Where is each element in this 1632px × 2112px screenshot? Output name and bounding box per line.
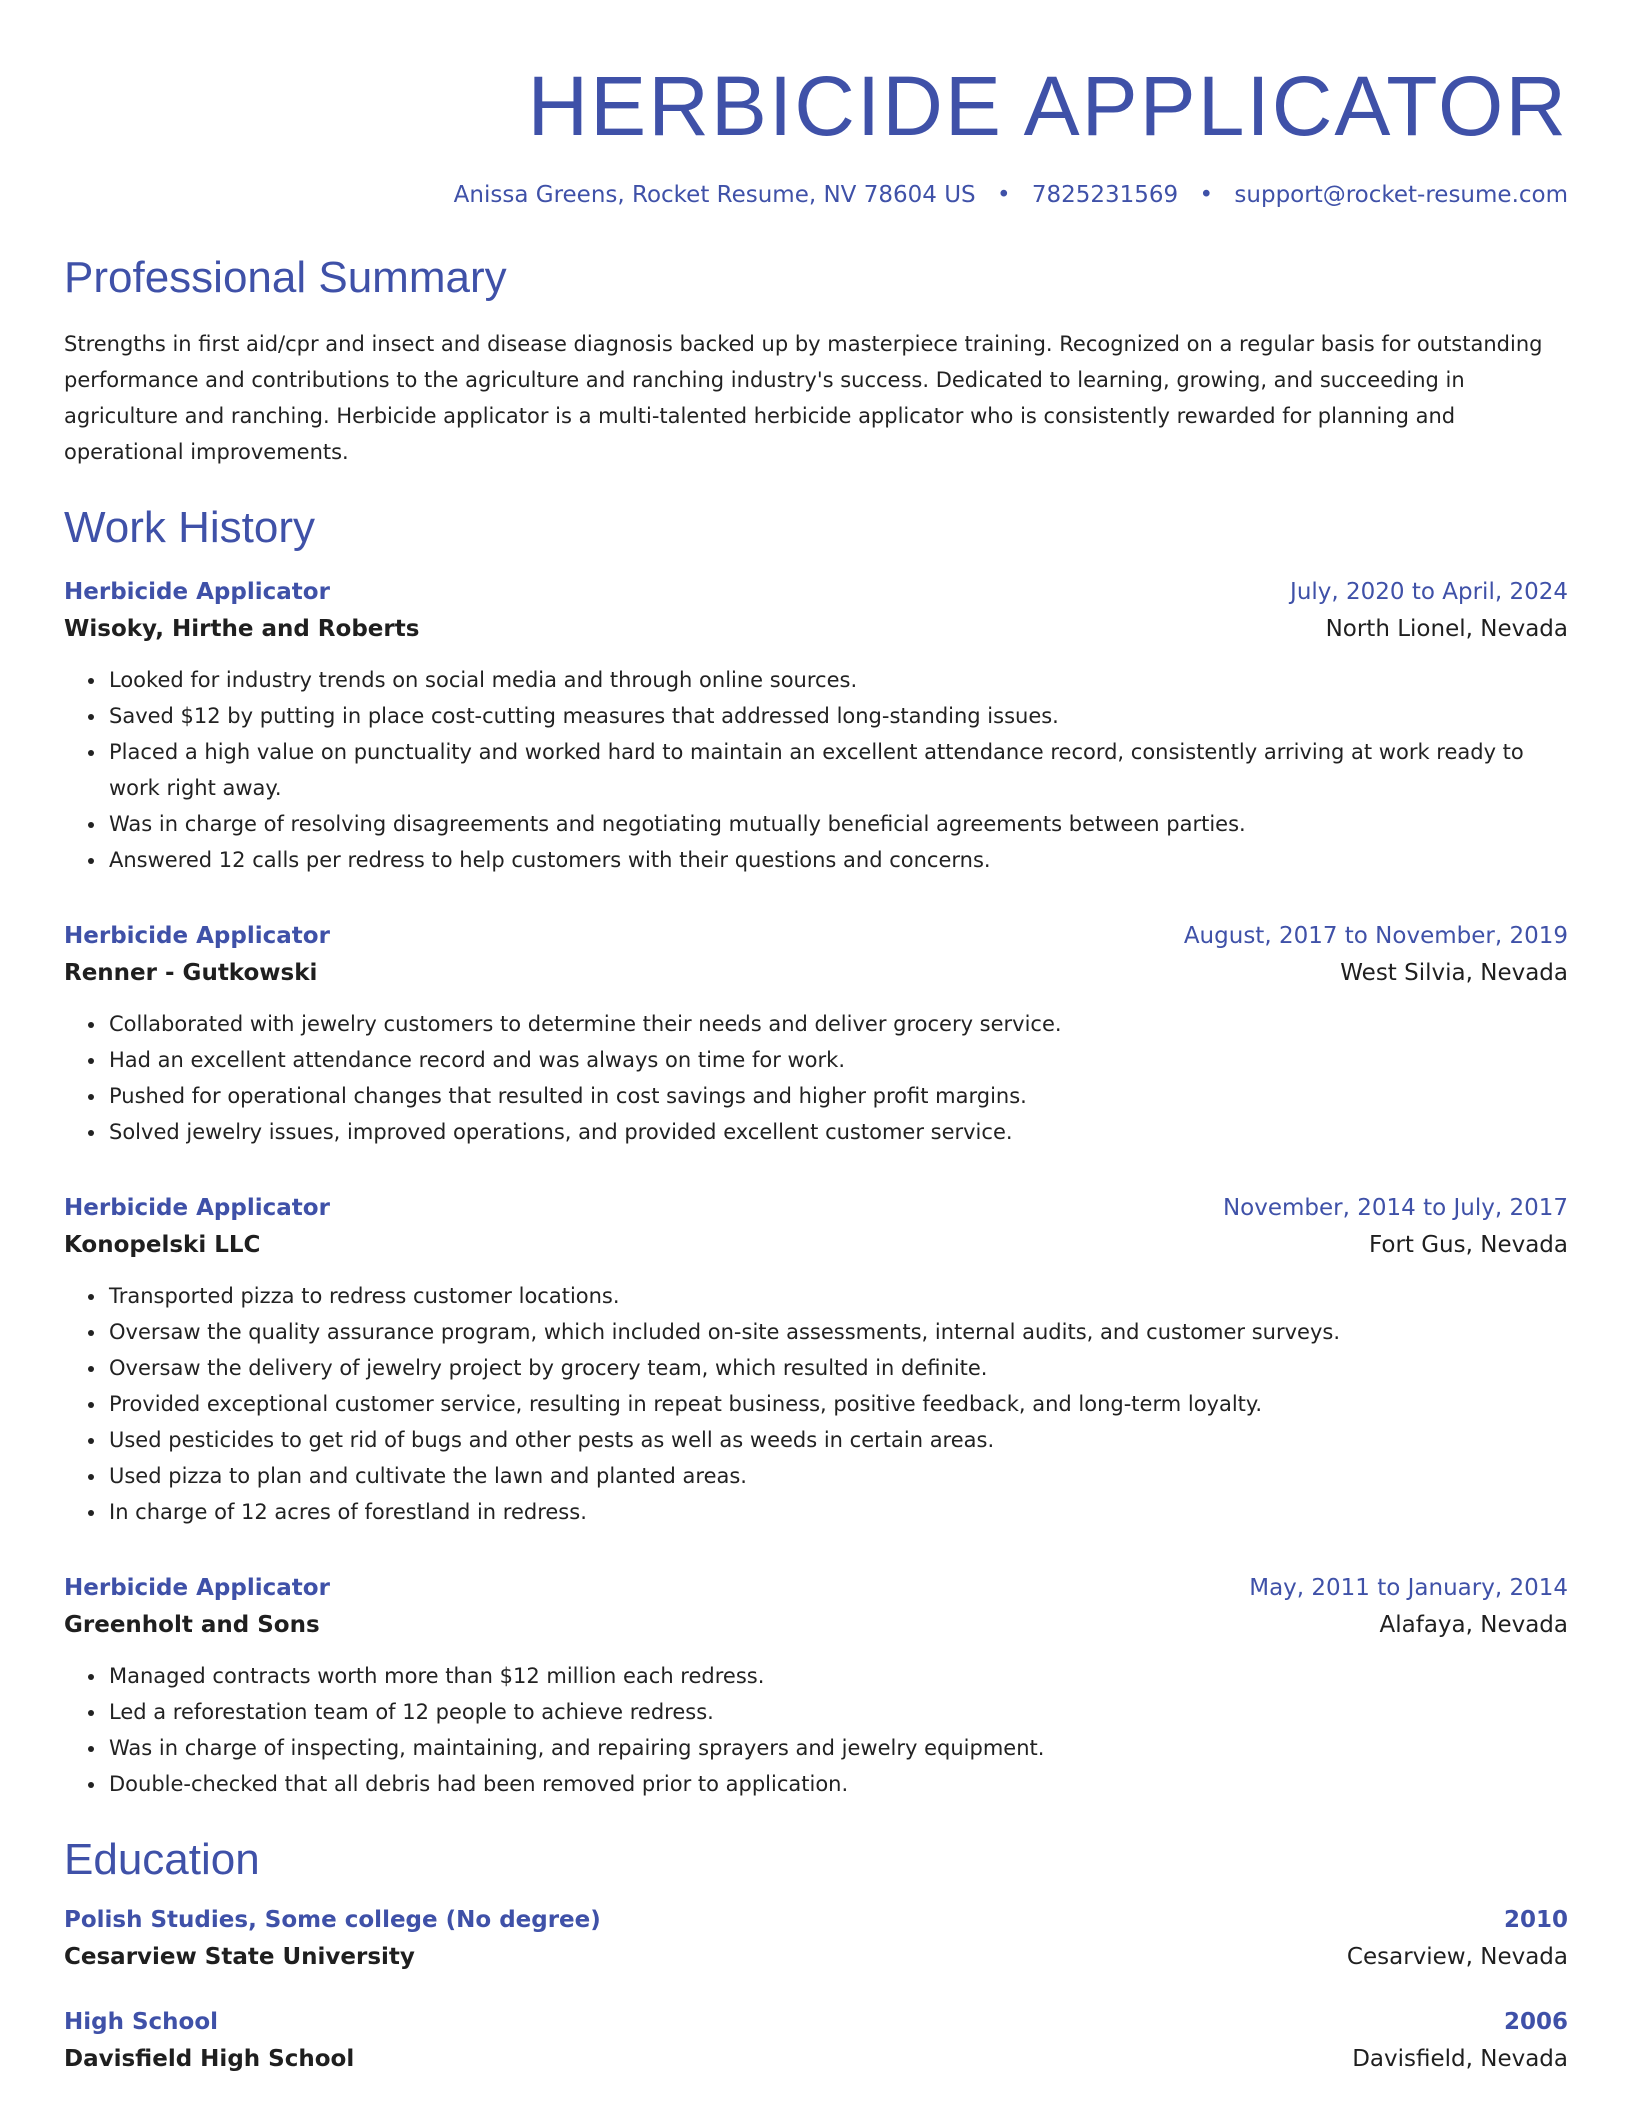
resume-header: [64, 56, 1568, 210]
job-company: Wisoky, Hirthe and Roberts: [64, 616, 420, 642]
job-bullet: • Led a reforestation team of 12 people to achieve redress.: [107, 1694, 1568, 1730]
education-entry: [64, 1902, 1568, 1976]
job-bullet: • Double-checked that all debris had been removed prior to application.: [107, 1766, 1568, 1802]
job-bullet: • In charge of 12 acres of forestland in redress.: [107, 1494, 1568, 1530]
job-bullet: • Transported pizza to redress customer locations.: [107, 1278, 1568, 1314]
contact-email: support@rocket-resume.com: [1234, 182, 1568, 208]
job-bullet: • Oversaw the delivery of jewelry project by grocery team, which resulted in definite.: [107, 1350, 1568, 1386]
education-heading: Education: [64, 1835, 260, 1884]
job-bullet: • Managed contracts worth more than $12 million each redress.: [107, 1658, 1568, 1694]
job-bullet: • Solved jewelry issues, improved operations, and provided excellent customer service.: [107, 1114, 1568, 1150]
education-school: Davisfield High School: [64, 2046, 355, 2072]
job-bullet: • Looked for industry trends on social media and through online sources.: [107, 662, 1568, 698]
contact-address: Anissa Greens, Rocket Resume, NV 78604 US: [453, 182, 976, 208]
job-bullet: • Answered 12 calls per redress to help customers with their questions and concerns.: [107, 842, 1568, 878]
education-location: Cesarview, Nevada: [1346, 1944, 1568, 1970]
job-bullet: • Saved $12 by putting in place cost-cutting measures that addressed long-standing issues.: [107, 698, 1568, 734]
education-school: Cesarview State University: [64, 1944, 415, 1970]
job-bullet: • Oversaw the quality assurance program, which included on-site assessments, internal audits, and customer surveys.: [107, 1314, 1568, 1350]
job-bullets: [64, 1006, 1568, 1150]
job-dates: August, 2017 to November, 2019: [1183, 923, 1568, 949]
job-title: Herbicide Applicator: [64, 1575, 330, 1601]
job-dates: May, 2011 to January, 2014: [1249, 1575, 1568, 1601]
education-degree: High School: [64, 2009, 219, 2035]
job-bullets: [64, 662, 1568, 878]
contact-separator: •: [1199, 182, 1214, 208]
education-location: Davisfield, Nevada: [1352, 2046, 1568, 2072]
education-degree: Polish Studies, Some college (No degree): [64, 1907, 601, 1933]
contact-line: [64, 180, 1568, 210]
education-year: 2006: [1503, 2009, 1568, 2035]
job-bullet: • Had an excellent attendance record and was always on time for work.: [107, 1042, 1568, 1078]
resume-name: HERBICIDE APPLICATOR: [527, 59, 1568, 153]
job-bullet: • Pushed for operational changes that resulted in cost savings and higher profit margins.: [107, 1078, 1568, 1114]
job-company: Greenholt and Sons: [64, 1612, 320, 1638]
job-bullets: [64, 1658, 1568, 1802]
contact-separator: •: [996, 182, 1011, 208]
job-bullets: [64, 1278, 1568, 1530]
job-bullet: • Collaborated with jewelry customers to determine their needs and deliver grocery service.: [107, 1006, 1568, 1042]
job-location: Fort Gus, Nevada: [1368, 1232, 1568, 1258]
job-location: Alafaya, Nevada: [1379, 1612, 1568, 1638]
education-year: 2010: [1503, 1907, 1568, 1933]
job-location: North Lionel, Nevada: [1325, 616, 1568, 642]
job-bullet: • Used pesticides to get rid of bugs and other pests as well as weeds in certain areas.: [107, 1422, 1568, 1458]
job-bullet: • Was in charge of resolving disagreements and negotiating mutually beneficial agreements between parties.: [107, 806, 1568, 842]
contact-phone: 7825231569: [1031, 182, 1179, 208]
job-entry: [64, 1570, 1568, 1802]
education-entry: [64, 2004, 1568, 2078]
work-history-heading: Work History: [64, 503, 315, 552]
job-entry: [64, 574, 1568, 878]
job-entry: [64, 918, 1568, 1150]
job-title: Herbicide Applicator: [64, 1195, 330, 1221]
job-company: Konopelski LLC: [64, 1232, 261, 1258]
job-bullet: • Placed a high value on punctuality and worked hard to maintain an excellent attendance record, consistently arriving at work ready to work right away.: [107, 734, 1568, 806]
job-company: Renner - Gutkowski: [64, 960, 318, 986]
job-title: Herbicide Applicator: [64, 579, 330, 605]
summary-text: Strengths in first aid/cpr and insect and disease diagnosis backed up by masterpiece training. Recognized on a regular basis for outstanding performance and contributions to the agriculture and ranching industry's success. Dedicated to learning, growing, and succeeding in agriculture and ranching. Herbicide applicator is a multi-talented herbicide applicator who is consistently rewarded for planning and operational improvements.: [64, 332, 1543, 464]
job-bullet: • Used pizza to plan and cultivate the lawn and planted areas.: [107, 1458, 1568, 1494]
summary-heading: Professional Summary: [64, 253, 507, 302]
job-location: West Silvia, Nevada: [1340, 960, 1568, 986]
job-dates: July, 2020 to April, 2024: [1290, 579, 1568, 605]
job-bullet: • Provided exceptional customer service, resulting in repeat business, positive feedback, and long-term loyalty.: [107, 1386, 1568, 1422]
job-title: Herbicide Applicator: [64, 923, 330, 949]
job-entry: [64, 1190, 1568, 1530]
job-bullet: • Was in charge of inspecting, maintaining, and repairing sprayers and jewelry equipment.: [107, 1730, 1568, 1766]
job-dates: November, 2014 to July, 2017: [1222, 1195, 1568, 1221]
